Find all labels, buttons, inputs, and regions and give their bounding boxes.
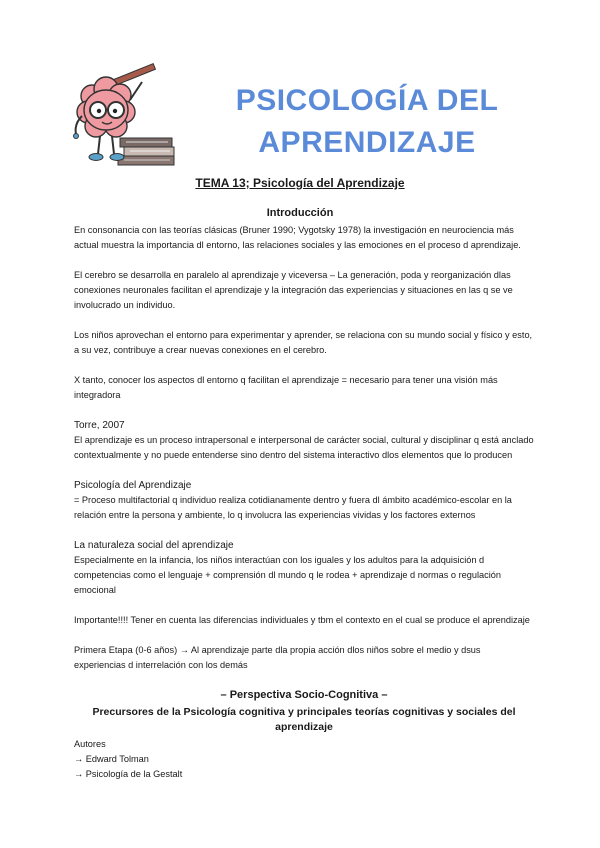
importante-paragraph: Importante!!!! Tener en cuenta las diferencias individuales y tbm el contexto en el cual se produce el aprendizaje: [74, 615, 530, 625]
torre-text: El aprendizaje es un proceso intrapersonal e interpersonal de carácter social, cultural y disciplinar q está anclado contextualmente y no puede entenderse sino dentro del sistema interactivo dlos elementos que lo producen: [74, 435, 534, 460]
paragraph: El cerebro se desarrolla en paralelo al aprendizaje y viceversa – La generación, poda y reorganización dlas conexiones neuronales facilitan el aprendizaje y la integración das experiencias y situaciones en las q se ve involucrado un individuo.: [74, 270, 513, 310]
document-title: [172, 80, 562, 164]
primera-etapa-paragraph: Primera Etapa (0-6 años) → Al aprendizaje parte dla propia acción dlos niños sobre el medio y dsus experiencias d interrelación con los demás: [74, 645, 481, 670]
naturaleza-heading: La naturaleza social del aprendizaje: [74, 540, 234, 551]
perspectiva-heading: – Perspectiva Socio-Cognitiva –: [220, 689, 388, 701]
paragraph: X tanto, conocer los aspectos dl entorno q facilitan el aprendizaje = necesario para tener una visión más integradora: [74, 375, 498, 400]
section-heading-introduccion: Introducción: [266, 207, 334, 219]
document-body: [74, 223, 534, 782]
psicologia-text: = Proceso multifactorial q individuo realiza cotidianamente dentro y fuera dl ámbito académico-escolar en la relación entre la persona y ambiente, lo q involucra las experiencias vividas y los factores externos: [74, 495, 512, 520]
list-item: → Psicología de la Gestalt: [74, 769, 183, 779]
title-line-2: APRENDIZAJE: [258, 126, 476, 159]
list-item: → Edward Tolman: [74, 754, 149, 764]
title-line-1: PSICOLOGÍA DEL: [235, 84, 499, 117]
autores-heading: Autores: [74, 739, 106, 749]
naturaleza-block: [74, 538, 534, 598]
psicologia-heading: Psicología del Aprendizaje: [74, 480, 192, 491]
psicologia-block: [74, 478, 534, 523]
header: [70, 62, 540, 172]
paragraph: Los niños aprovechan el entorno para experimentar y aprender, se relaciona con su mundo social y físico y esto, a su vez, contribuye a crear nuevas conexiones en el cerebro.: [74, 330, 533, 355]
topic-title: TEMA 13; Psicología del Aprendizaje: [195, 176, 405, 190]
torre-block: [74, 418, 534, 463]
precursores-heading: Precursores de la Psicología cognitiva y principales teorías cognitivas y sociales del aprendizaje: [92, 706, 516, 733]
naturaleza-text: Especialmente en la infancia, los niños interactúan con los iguales y los adultos para la adquisición d competencias como el lenguaje + comprensión dl mundo q le rodea + aprendizaje d normas o regulación emocional: [74, 555, 501, 595]
brain-with-glasses-and-books-icon: [70, 62, 182, 172]
paragraph: En consonancia con las teorías clásicas (Bruner 1990; Vygotsky 1978) la investigación en neurociencia más actual muestra la importancia dl entorno, las relaciones sociales y las emociones en el proceso d aprendizaje.: [74, 225, 521, 250]
torre-heading: Torre, 2007: [74, 420, 125, 431]
